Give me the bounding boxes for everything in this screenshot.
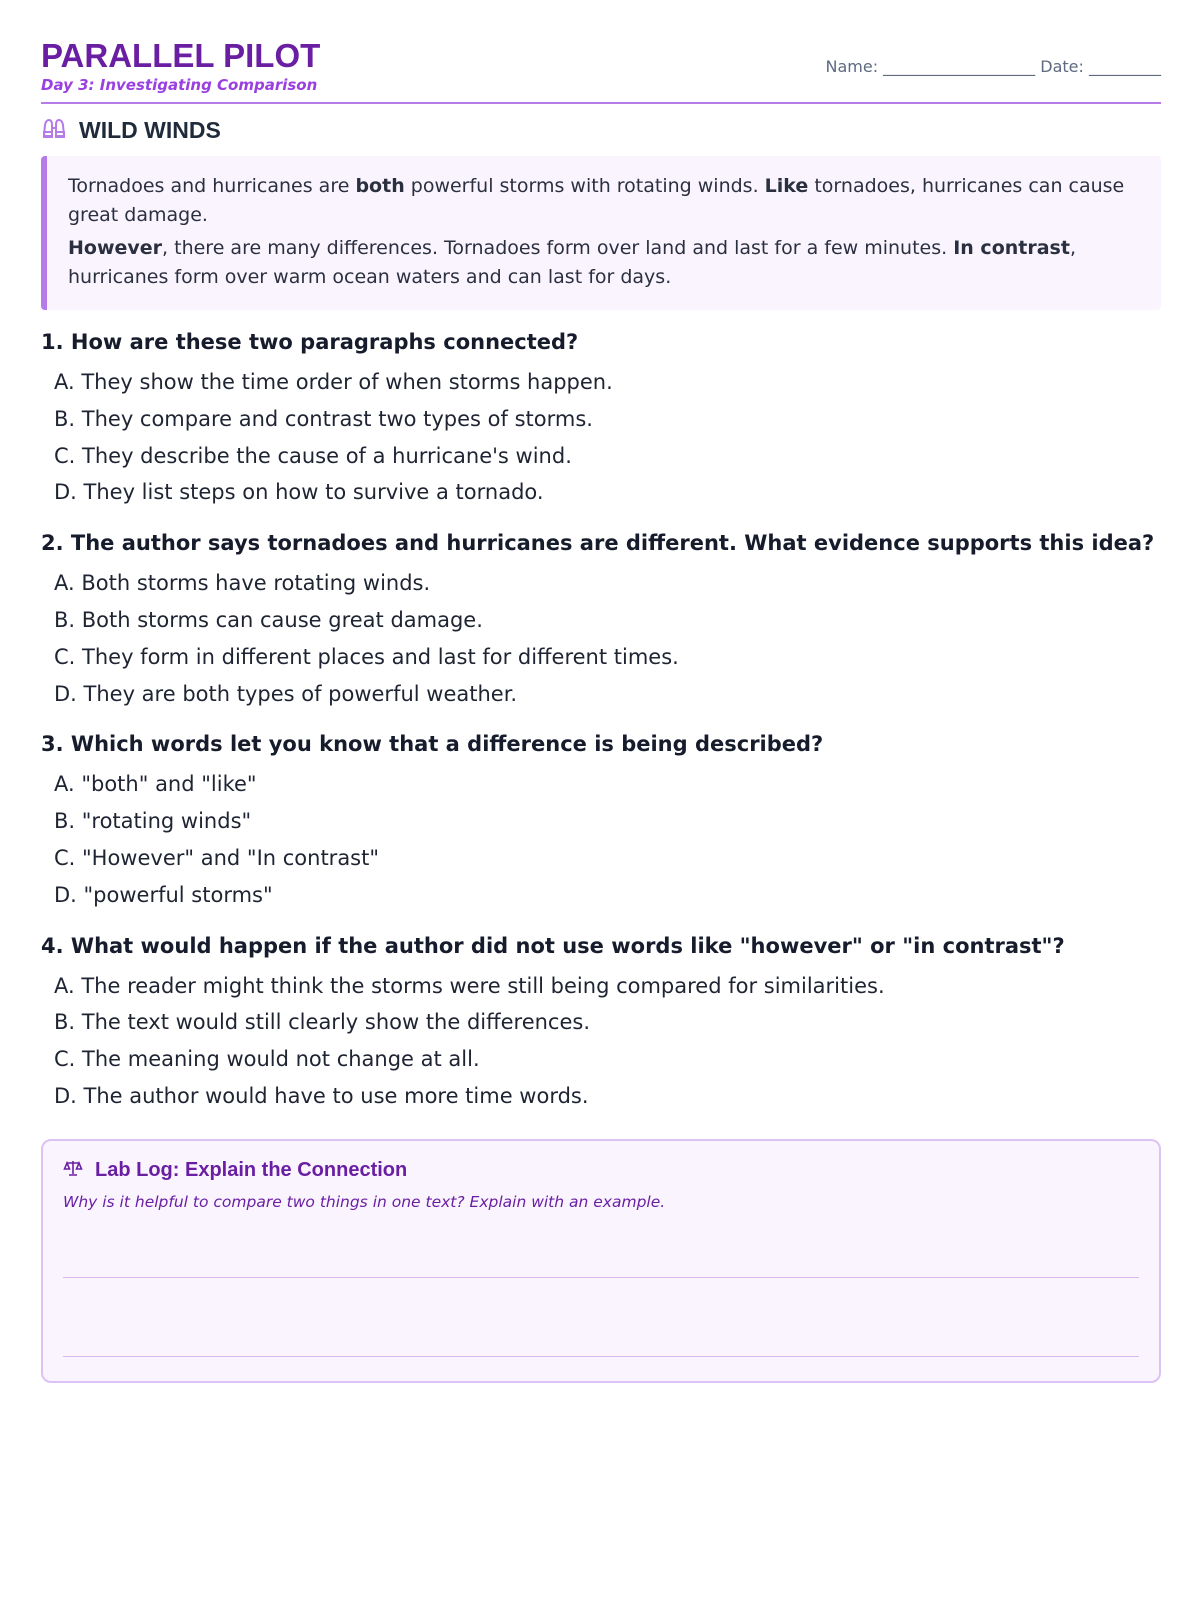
worksheet: [41, 38, 1161, 1383]
passage-text: tornadoes, hurricanes can cause great damage.: [68, 175, 1125, 226]
question-text: 4. What would happen if the author did not use words like "however" or "in contrast"?: [41, 933, 1065, 958]
emphasized-signal-word: Like: [764, 175, 809, 197]
answer-option[interactable]: C. They form in different places and last for different times.: [54, 644, 679, 669]
header: [41, 38, 1161, 104]
section-title: WILD WINDS: [79, 116, 221, 143]
lab-log-title: Lab Log: Explain the Connection: [95, 1159, 408, 1182]
question-3: [41, 730, 1161, 913]
binoculars-icon: [41, 116, 67, 144]
question-text: 1. How are these two paragraphs connected?: [41, 330, 579, 354]
answer-option[interactable]: B. They compare and contrast two types of storms.: [54, 406, 593, 431]
emphasized-signal-word: However: [68, 237, 163, 259]
passage-text: Tornadoes and hurricanes are: [68, 175, 356, 197]
answer-option[interactable]: A. The reader might think the storms were still being compared for similarities.: [54, 973, 885, 998]
reading-passage: [41, 156, 1161, 310]
answer-option[interactable]: D. They are both types of powerful weather.: [54, 681, 518, 706]
answer-option[interactable]: A. They show the time order of when storms happen.: [54, 370, 613, 394]
question-2: [41, 529, 1161, 712]
emphasized-signal-word: In contrast: [953, 237, 1070, 259]
question-1: [41, 328, 1161, 511]
scales-icon: [63, 1159, 83, 1183]
passage-text: , hurricanes form over warm ocean waters and can last for days.: [68, 237, 1076, 288]
lab-log-prompt: Why is it helpful to compare two things in one text? Explain with an example.: [63, 1192, 666, 1211]
passage-text: , there are many differences. Tornadoes form over land and last for a few minutes.: [162, 237, 954, 259]
page-title: PARALLEL PILOT: [41, 37, 321, 74]
answer-option[interactable]: D. They list steps on how to survive a tornado.: [54, 480, 544, 505]
passage-text: powerful storms with rotating winds.: [404, 175, 765, 197]
answer-option[interactable]: D. "powerful storms": [54, 882, 273, 907]
passage-paragraph-1: [68, 172, 1141, 230]
answer-option[interactable]: C. "However" and "In contrast": [54, 845, 380, 870]
question-list: [41, 328, 1161, 1115]
question-4: [41, 932, 1161, 1115]
page-subtitle: Day 3: Investigating Comparison: [41, 76, 318, 94]
question-text: 3. Which words let you know that a difference is being described?: [41, 732, 824, 757]
answer-line[interactable]: [63, 1278, 1139, 1357]
passage-paragraph-2: [68, 234, 1141, 292]
name-date-fields[interactable]: [826, 57, 1162, 76]
answer-option[interactable]: B. Both storms can cause great damage.: [54, 607, 483, 632]
name-field[interactable]: Name: ___________________: [825, 57, 1036, 76]
answer-option[interactable]: A. Both storms have rotating winds.: [54, 571, 431, 596]
answer-option[interactable]: B. "rotating winds": [54, 809, 252, 834]
answer-option[interactable]: C. They describe the cause of a hurricane's wind.: [54, 443, 572, 468]
answer-option[interactable]: B. The text would still clearly show the differences.: [54, 1010, 591, 1035]
emphasized-signal-word: both: [355, 175, 405, 197]
date-field[interactable]: Date: _________: [1040, 57, 1161, 76]
lab-log-box: [41, 1139, 1161, 1383]
question-text: 2. The author says tornadoes and hurricanes are different. What evidence supports this idea?: [41, 531, 1155, 556]
answer-option[interactable]: D. The author would have to use more time words.: [54, 1083, 589, 1108]
answer-option[interactable]: A. "both" and "like": [54, 772, 257, 797]
lab-log-heading: [63, 1159, 1139, 1183]
answer-line[interactable]: [63, 1211, 1139, 1278]
answer-option[interactable]: C. The meaning would not change at all.: [54, 1047, 480, 1072]
section-heading: [41, 116, 1161, 144]
